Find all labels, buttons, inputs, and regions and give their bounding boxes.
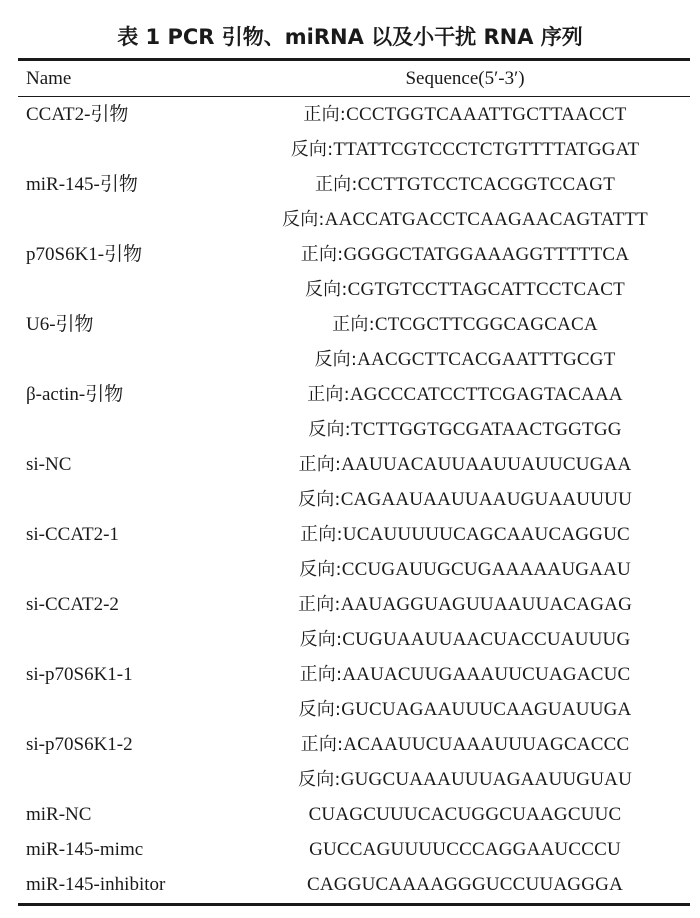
cell-name: U6-引物: [26, 314, 94, 335]
direction-label: 反向:: [290, 139, 334, 160]
sequence-text: AAUAGGUAGUUAAUUACAGAG: [340, 594, 632, 615]
cell-name: miR-145-mimc: [26, 839, 144, 860]
direction-label: 反向:: [308, 419, 351, 440]
table-row: [0, 622, 700, 657]
column-header-name: Name: [26, 68, 72, 89]
sequence-text: GUCCAGUUUUCCCAGGAAUCCCU: [309, 839, 621, 860]
cell-sequence: [240, 797, 690, 832]
table-body: [0, 97, 700, 902]
bottom-rule: [18, 903, 690, 906]
table-row: [0, 762, 700, 797]
direction-label: 正向:: [314, 174, 358, 195]
sequence-text: GUCUAGAAUUUCAAGUAUUGA: [341, 699, 632, 720]
direction-label: 正向:: [300, 524, 343, 545]
cell-name: si-CCAT2-2: [26, 594, 119, 615]
direction-label: 正向:: [298, 454, 342, 475]
cell-name: miR-NC: [26, 804, 92, 825]
cell-sequence: [240, 657, 690, 692]
table-row: [0, 552, 700, 587]
cell-sequence: [240, 762, 690, 797]
direction-label: 正向:: [298, 594, 341, 615]
top-rule: [18, 58, 690, 61]
cell-sequence: [240, 482, 690, 517]
cell-sequence: [240, 692, 690, 727]
cell-sequence: [240, 622, 690, 657]
table-row: [0, 97, 700, 132]
direction-label: 反向:: [298, 699, 342, 720]
direction-label: 正向:: [300, 734, 344, 755]
sequence-text: GUGCUAAAUUUAGAAUUGUAU: [340, 769, 632, 790]
cell-sequence: [240, 237, 690, 272]
direction-label: 反向:: [299, 559, 342, 580]
column-header-sequence: Sequence(5′-3′): [405, 68, 525, 89]
table-row: [0, 832, 700, 867]
direction-label: 反向:: [299, 629, 343, 650]
table-row: [0, 657, 700, 692]
sequence-text: AACCATGACCTCAAGAACAGTATTT: [324, 209, 648, 230]
cell-sequence: [240, 517, 690, 552]
sequence-text: CAGGUCAAAAGGGUCCUUAGGGA: [307, 874, 623, 895]
table-title: 表 1 PCR 引物、miRNA 以及小干扰 RNA 序列: [117, 25, 583, 49]
direction-label: 反向:: [298, 769, 341, 790]
cell-sequence: [240, 587, 690, 622]
cell-sequence: [240, 832, 690, 867]
direction-label: 反向:: [314, 349, 358, 370]
table-row: [0, 727, 700, 762]
cell-sequence: [240, 867, 690, 902]
sequence-text: AACGCTTCACGAATTTGCGT: [357, 349, 616, 370]
sequence-text: CUAGCUUUCACUGGCUAAGCUUC: [308, 804, 622, 825]
table-row: [0, 482, 700, 517]
table-row: [0, 867, 700, 902]
cell-sequence: [240, 202, 690, 237]
sequence-text: CTCGCTTCGGCAGCACA: [374, 314, 598, 335]
table-row: [0, 342, 700, 377]
cell-name: si-p70S6K1-1: [26, 664, 133, 685]
cell-name: p70S6K1-引物: [26, 244, 143, 265]
sequence-text: CCTTGTCCTCACGGTCCAGT: [357, 174, 616, 195]
cell-sequence: [240, 167, 690, 202]
cell-name: miR-145-inhibitor: [26, 874, 166, 895]
direction-label: 正向:: [299, 664, 343, 685]
table-row: [0, 692, 700, 727]
cell-sequence: [240, 377, 690, 412]
table-row: [0, 132, 700, 167]
cell-name: β-actin-引物: [26, 384, 124, 405]
cell-sequence: [240, 132, 690, 167]
sequence-text: CCCTGGTCAAATTGCTTAACCT: [346, 104, 627, 125]
table-row: [0, 167, 700, 202]
sequence-text: CAGAAUAAUUAAUGUAAUUUU: [340, 489, 632, 510]
table-row: [0, 237, 700, 272]
cell-sequence: [240, 727, 690, 762]
cell-sequence: [240, 97, 690, 132]
cell-sequence: [240, 412, 690, 447]
direction-label: 正向:: [332, 314, 375, 335]
direction-label: 正向:: [307, 384, 350, 405]
table-row: [0, 272, 700, 307]
cell-name: si-CCAT2-1: [26, 524, 119, 545]
direction-label: 正向:: [303, 104, 347, 125]
table-row: [0, 202, 700, 237]
table-row: [0, 797, 700, 832]
direction-label: 反向:: [304, 279, 348, 300]
cell-sequence: [240, 342, 690, 377]
sequence-text: CCUGAUUGCUGAAAAAUGAAU: [341, 559, 631, 580]
table-row: [0, 517, 700, 552]
table-row: [0, 377, 700, 412]
sequence-text: ACAAUUCUAAAUUUAGCACCC: [343, 734, 630, 755]
cell-sequence: [240, 307, 690, 342]
table-row: [0, 307, 700, 342]
sequence-text: UCAUUUUUCAGCAAUCAGGUC: [342, 524, 630, 545]
direction-label: 反向:: [298, 489, 341, 510]
sequence-text: GGGGCTATGGAAAGGTTTTTCA: [343, 244, 630, 265]
cell-name: si-NC: [26, 454, 72, 475]
direction-label: 反向:: [282, 209, 325, 230]
sequence-text: AGCCCATCCTTCGAGTACAAA: [349, 384, 623, 405]
cell-name: si-p70S6K1-2: [26, 734, 133, 755]
cell-name: miR-145-引物: [26, 174, 138, 195]
sequence-text: TCTTGGTGCGATAACTGGTGG: [350, 419, 622, 440]
cell-sequence: [240, 552, 690, 587]
sequence-text: CUGUAAUUAACUACCUAUUUG: [342, 629, 631, 650]
table-row: [0, 412, 700, 447]
sequence-text: AAUACUUGAAAUUCUAGACUC: [342, 664, 631, 685]
table-row: [0, 447, 700, 482]
cell-sequence: [240, 447, 690, 482]
table-row: [0, 587, 700, 622]
direction-label: 正向:: [300, 244, 344, 265]
cell-name: CCAT2-引物: [26, 104, 129, 125]
sequence-text: CGTGTCCTTAGCATTCCTCACT: [347, 279, 625, 300]
sequence-text: AAUUACAUUAAUUAUUCUGAA: [341, 454, 632, 475]
cell-sequence: [240, 272, 690, 307]
sequence-text: TTATTCGTCCCTCTGTTTTATGGAT: [333, 139, 640, 160]
table-header: [0, 62, 700, 96]
